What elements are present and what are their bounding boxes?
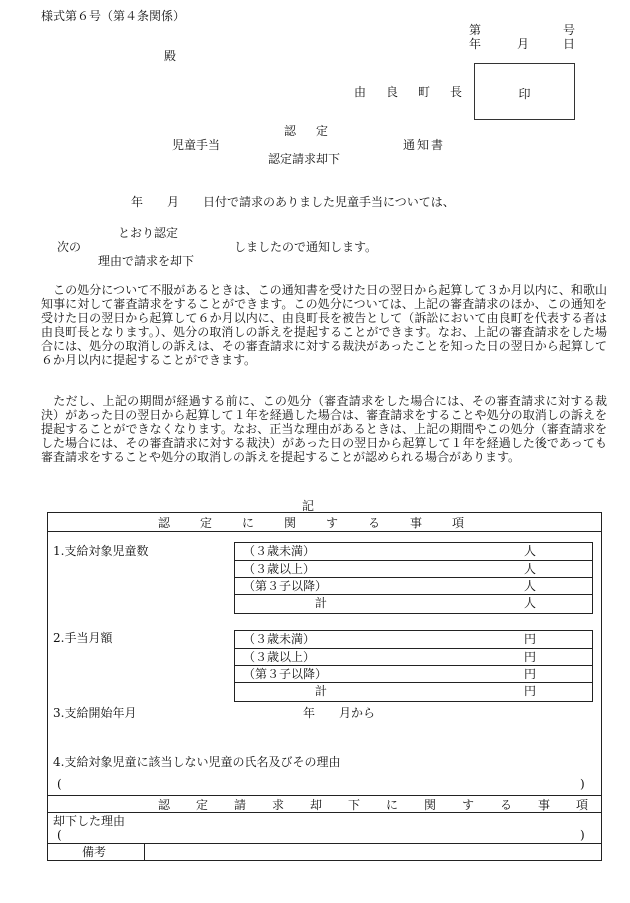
- intro-shimashita: しましたので通知します。: [234, 240, 378, 254]
- total-label: 計: [315, 684, 328, 698]
- item3-value: 年 月から: [303, 706, 376, 720]
- issuer: 由 良 町 長: [354, 85, 467, 99]
- section-divider: [48, 795, 601, 796]
- seal-mark: 印: [518, 87, 531, 101]
- kyakka-paren-open: (: [57, 828, 62, 842]
- intro-line1: 年 月 日付で請求のありました児童手当については、: [131, 195, 455, 209]
- details-table: [47, 512, 602, 861]
- doc-number-dai: 第: [469, 23, 482, 37]
- total-label: 計: [315, 596, 328, 610]
- doc-number-go: 号: [563, 23, 576, 37]
- appeal-paragraph-2: ただし、上記の期間が経過する前に、この処分（審査請求をした場合には、その審査請求に対する裁決）があった日の翌日から起算して１年を経過した場合は、審査請求をすることや処分の取消しの訴えを提起することができなくなります。なお、正当な理由があるときは、上記の期間やこの処分（審査請求をした場合には、その審査請求に対する裁決）があった日の翌日から起算して１年を経過した後であっても審査請求をすることや処分の取消しの訴えを提起することが認められる場合があります。: [41, 394, 607, 465]
- row-label: （３歳未満）: [243, 544, 316, 558]
- row-unit: 人: [523, 562, 536, 576]
- item1-row: [235, 560, 592, 578]
- row-label: （３歳以上）: [243, 650, 316, 664]
- item1-label: 1.支給対象児童数: [53, 544, 149, 558]
- item1-row: [235, 543, 592, 560]
- ki-label: 記: [302, 499, 315, 513]
- item2-label: 2.手当月額: [53, 631, 113, 645]
- kyakka-divider: [48, 812, 601, 813]
- addressee-honorific: 殿: [164, 49, 177, 63]
- item1-total-row: [235, 594, 592, 614]
- biko-column-divider: [144, 843, 145, 860]
- seal-box: [474, 63, 575, 120]
- item2-row: [235, 631, 592, 648]
- row-label: （３歳以上）: [243, 562, 316, 576]
- appeal-paragraph-1: この処分について不服があるときは、この通知書を受けた日の翌日から起算して３か月以内に、和歌山知事に対して審査請求をすることができます。この処分については、上記の審査請求のほか、この通知を受けた日の翌日から起算して６か月以内に、由良町長を被告として（訴訟において由良町を代表する者は由良町長となります。）、処分の取消しの訴えを提起することができます。なお、上記の審査請求をした場合には、処分の取消しの訴えは、その審査請求に対する裁決があったことを知った日の翌日から起算して６か月以内に提起することができます。: [41, 283, 607, 368]
- date-day: 日: [563, 37, 576, 51]
- header-kyakka: 認 定 請 求 却 下 に 関 す る 事 項: [158, 798, 596, 812]
- item3-label: 3.支給開始年月: [53, 706, 137, 720]
- form-label: 様式第６号（第４条関係）: [41, 9, 186, 23]
- item2-row: [235, 648, 592, 666]
- row-label: （第３子以降）: [243, 579, 328, 593]
- date-month: 月: [517, 37, 530, 51]
- total-unit: 人: [523, 596, 536, 610]
- item2-total-row: [235, 682, 592, 702]
- intro-tsugi: 次の: [57, 240, 82, 254]
- biko-divider: [48, 843, 601, 844]
- header-divider: [48, 531, 601, 532]
- kyakka-reason-label: 却下した理由: [53, 814, 126, 828]
- title-nintei: 認 定: [284, 124, 333, 138]
- row-unit: 人: [523, 544, 536, 558]
- row-unit: 円: [523, 667, 536, 681]
- biko-label: 備考: [82, 845, 107, 859]
- date-year: 年: [469, 37, 482, 51]
- intro-riyu: 理由で請求を却下: [98, 254, 195, 268]
- item2-amount-box: [234, 630, 593, 702]
- title-tsuchisho: 通知書: [403, 138, 446, 152]
- kyakka-paren-close: ): [580, 828, 585, 842]
- item1-row: [235, 577, 592, 595]
- item4-label: 4.支給対象児童に該当しない児童の氏名及びその理由: [53, 755, 341, 769]
- item4-paren-close: ): [580, 777, 585, 791]
- title-jido-teate: 児童手当: [172, 138, 221, 152]
- item1-count-box: [234, 542, 593, 614]
- row-unit: 人: [523, 579, 536, 593]
- header-nintei: 認 定 に 関 す る 事 項: [158, 516, 474, 530]
- title-kyakka: 認定請求却下: [268, 152, 341, 166]
- item4-paren-open: (: [57, 777, 62, 791]
- row-label: （３歳未満）: [243, 632, 316, 646]
- row-unit: 円: [523, 632, 536, 646]
- item2-row: [235, 665, 592, 683]
- row-unit: 円: [523, 650, 536, 664]
- total-unit: 円: [523, 684, 536, 698]
- row-label: （第３子以降）: [243, 667, 328, 681]
- intro-toori: とおり認定: [118, 226, 179, 240]
